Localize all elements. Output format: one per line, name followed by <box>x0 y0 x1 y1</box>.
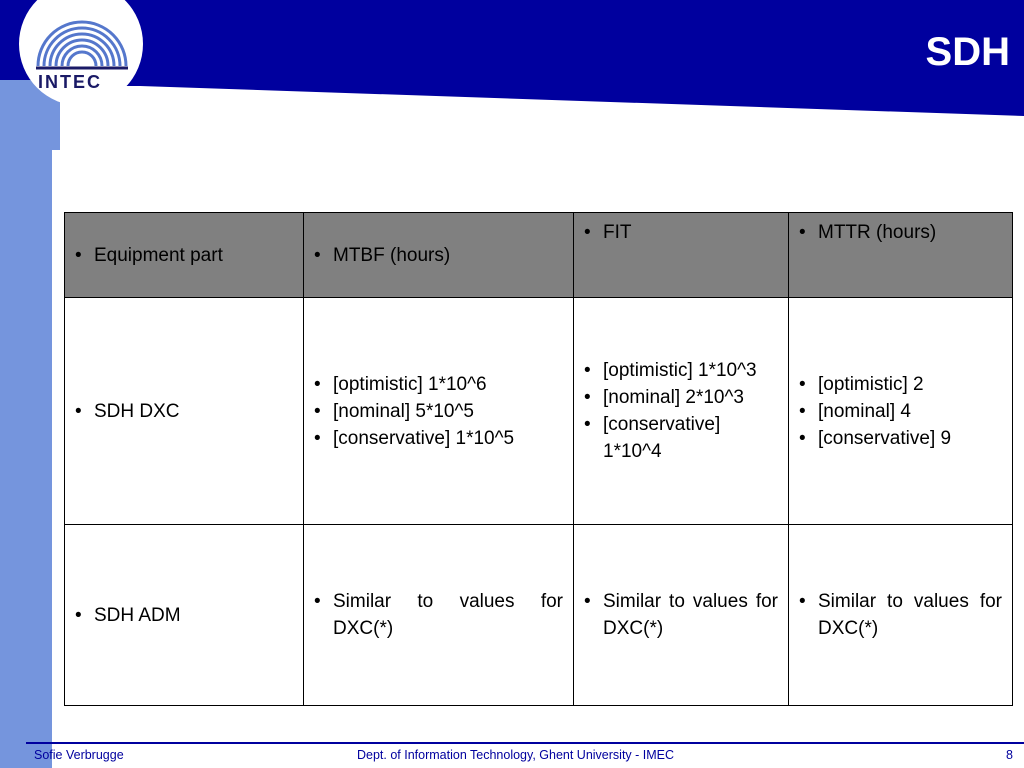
logo-text: INTEC <box>38 72 102 92</box>
cell-fit <box>574 525 789 706</box>
table-header-row <box>65 213 1013 298</box>
fit-value: • [nominal] 2*10^3 <box>582 384 778 411</box>
footer-affiliation: Dept. of Information Technology, Ghent University - IMEC <box>357 748 675 762</box>
mttr-value: • [nominal] 4 <box>797 398 1002 425</box>
intec-logo-arcs <box>30 6 134 72</box>
header-label-equipment: • Equipment part <box>73 242 293 269</box>
header-cell-fit <box>574 213 789 298</box>
mtbf-value: • [conservative] 1*10^5 <box>312 425 563 452</box>
cell-mtbf <box>304 525 574 706</box>
footer-page-number: 8 <box>1006 748 1013 762</box>
header-cell-mtbf <box>304 213 574 298</box>
mttr-value: • [optimistic] 2 <box>797 371 1002 398</box>
header-cell-mttr <box>789 213 1013 298</box>
header-label-mttr: • MTTR (hours) <box>797 219 1002 246</box>
cell-part <box>65 298 304 525</box>
cell-mttr <box>789 298 1013 525</box>
header-label-fit: • FIT <box>582 219 778 246</box>
fit-value: • Similar to values for DXC(*) <box>582 588 778 642</box>
mtbf-value: • [nominal] 5*10^5 <box>312 398 563 425</box>
fit-value: • [conservative] 1*10^4 <box>582 411 778 465</box>
cell-mtbf <box>304 298 574 525</box>
slide-title: SDH <box>925 30 1010 74</box>
fit-value: • [optimistic] 1*10^3 <box>582 357 778 384</box>
mttr-value: • Similar to values for DXC(*) <box>797 588 1002 642</box>
part-label: • SDH ADM <box>73 602 293 629</box>
cell-fit <box>574 298 789 525</box>
header-cell-equipment <box>65 213 304 298</box>
footer-divider <box>26 742 1024 744</box>
mtbf-value: • [optimistic] 1*10^6 <box>312 371 563 398</box>
table-row <box>65 298 1013 525</box>
side-band <box>0 80 52 768</box>
cell-part <box>65 525 304 706</box>
reliability-table <box>64 212 1013 706</box>
footer-author: Sofie Verbrugge <box>34 748 124 762</box>
cell-mttr <box>789 525 1013 706</box>
mttr-value: • [conservative] 9 <box>797 425 1002 452</box>
mtbf-value: • Similar to values for DXC(*) <box>312 588 563 642</box>
table-row <box>65 525 1013 706</box>
part-label: • SDH DXC <box>73 398 293 425</box>
header-label-mtbf: • MTBF (hours) <box>312 242 563 269</box>
